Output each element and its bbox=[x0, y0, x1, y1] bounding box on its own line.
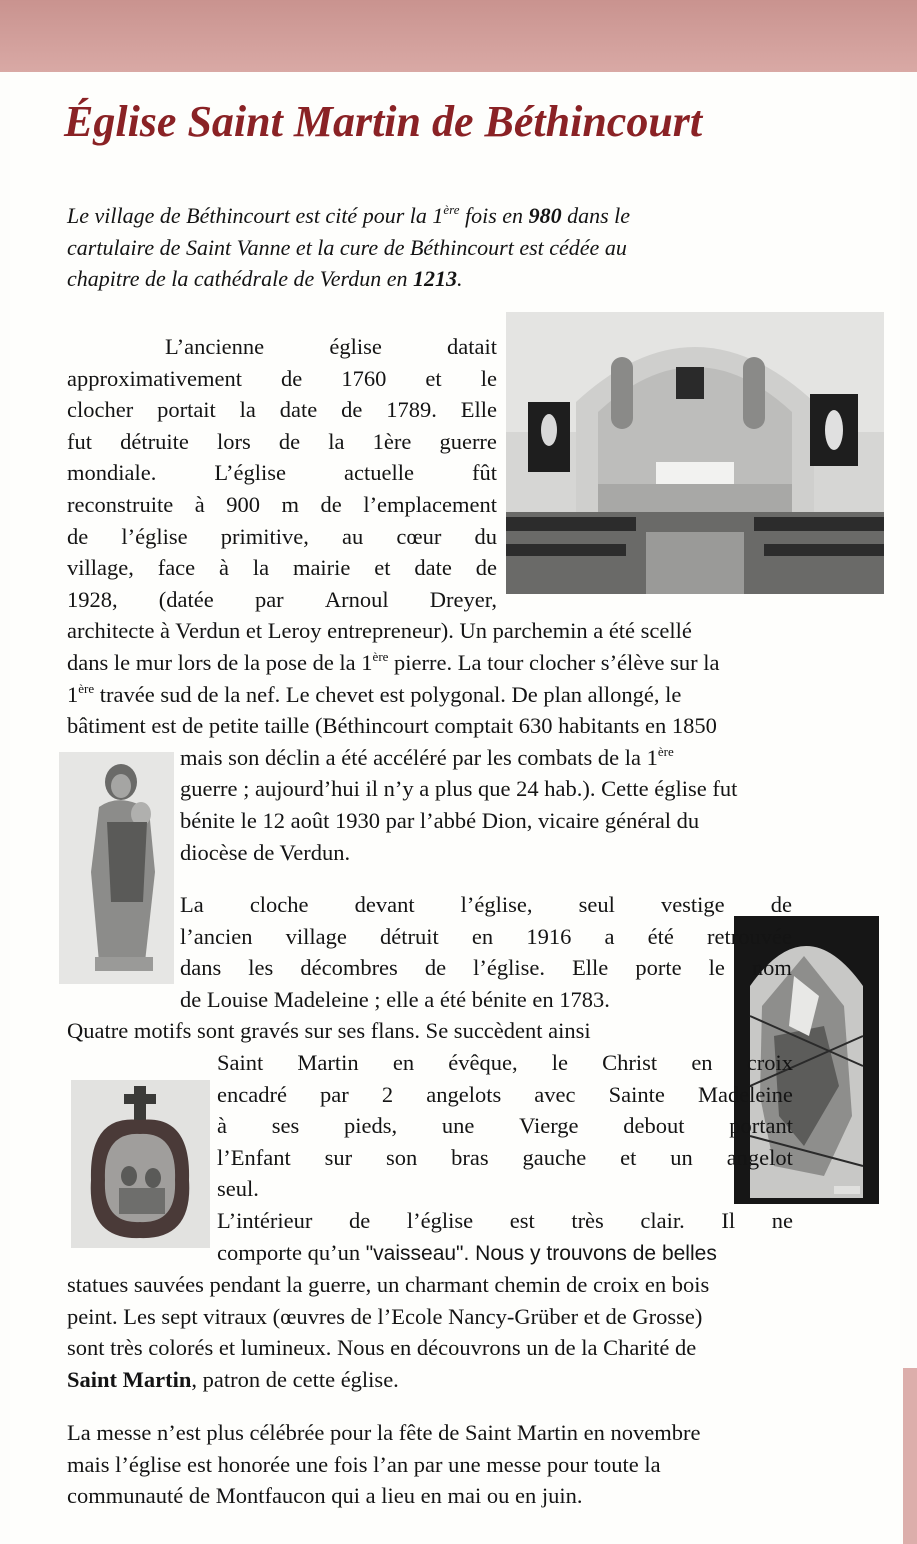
page-title: Église Saint Martin de Béthincourt bbox=[64, 97, 703, 146]
paragraph-history: L’ancienne église datait approximativement de 1760 et le clocher portait la date de 1789. Elle fut détruite lors de la 1ère guerre mondiale. L’église actuelle fût reconstruite à 900 m de l’emplacement de l’église primitive, au cœur du village, face à la mairie et date de 1928, (datée par Arnoul Dreyer, architecte à Verdun et Leroy entrepreneur). Un parchemin a été scellé dans le mur lors de la pose de la 1ère pierre. La tour clocher s’élève sur la 1ère travée sud de la nef. Le chevet est polygonal. De plan allongé, le bâtiment est de petite taille (Béthincourt comptait 630 habitants en 1850 mais son déclin a été accéléré par les combats de la 1ère guerre ; aujourd’hui il n’y a plus que 24 hab.). Cette église fut bénite le 12 août 1930 par l’abbé Dion, vicaire général du diocèse de Verdun. bbox=[67, 334, 738, 865]
top-color-band bbox=[0, 0, 917, 72]
paragraph-interior: L’intérieur de l’église est très clair. Il ne comporte qu’un "vaisseau". Nous y trouvons de belles statues sauvées pendant la guerre, un charmant chemin de croix en bois peint. Les sept vitraux (œuvres de l’Ecole Nancy-Grüber et de Grosse) sont très colorés et lumineux. Nous en découvrons un de la Charité de Saint Martin, patron de cette église. bbox=[67, 1208, 793, 1392]
paragraph-mass: La messe n’est plus célébrée pour la fête de Saint Martin en novembre mais l’église est honorée une fois l’an par une messe pour toute la communauté de Montfaucon qui a lieu en mai ou en juin. bbox=[67, 1420, 701, 1509]
right-edge-tab bbox=[903, 1368, 917, 1544]
paragraph-bell: La cloche devant l’église, seul vestige de l’ancien village détruit en 1916 a été retrouvée dans les décombres de l’église. Elle porte le nom de Louise Madeleine ; elle a été bénite en 1783. Quatre motifs sont gravés sur ses flans. Se succèdent ainsi Saint Martin en évêque, le Christ en croix encadré par 2 angelots avec Sainte Madeleine à ses pieds, une Vierge debout portant l’Enfant sur son bras gauche et un angelot seul. bbox=[67, 892, 793, 1202]
intro-paragraph: Le village de Béthincourt est cité pour la 1ère fois en 980 dans le cartulaire de Saint Vanne et la cure de Béthincourt est cédée au chapitre de la cathédrale de Verdun en 1213. bbox=[67, 202, 631, 291]
